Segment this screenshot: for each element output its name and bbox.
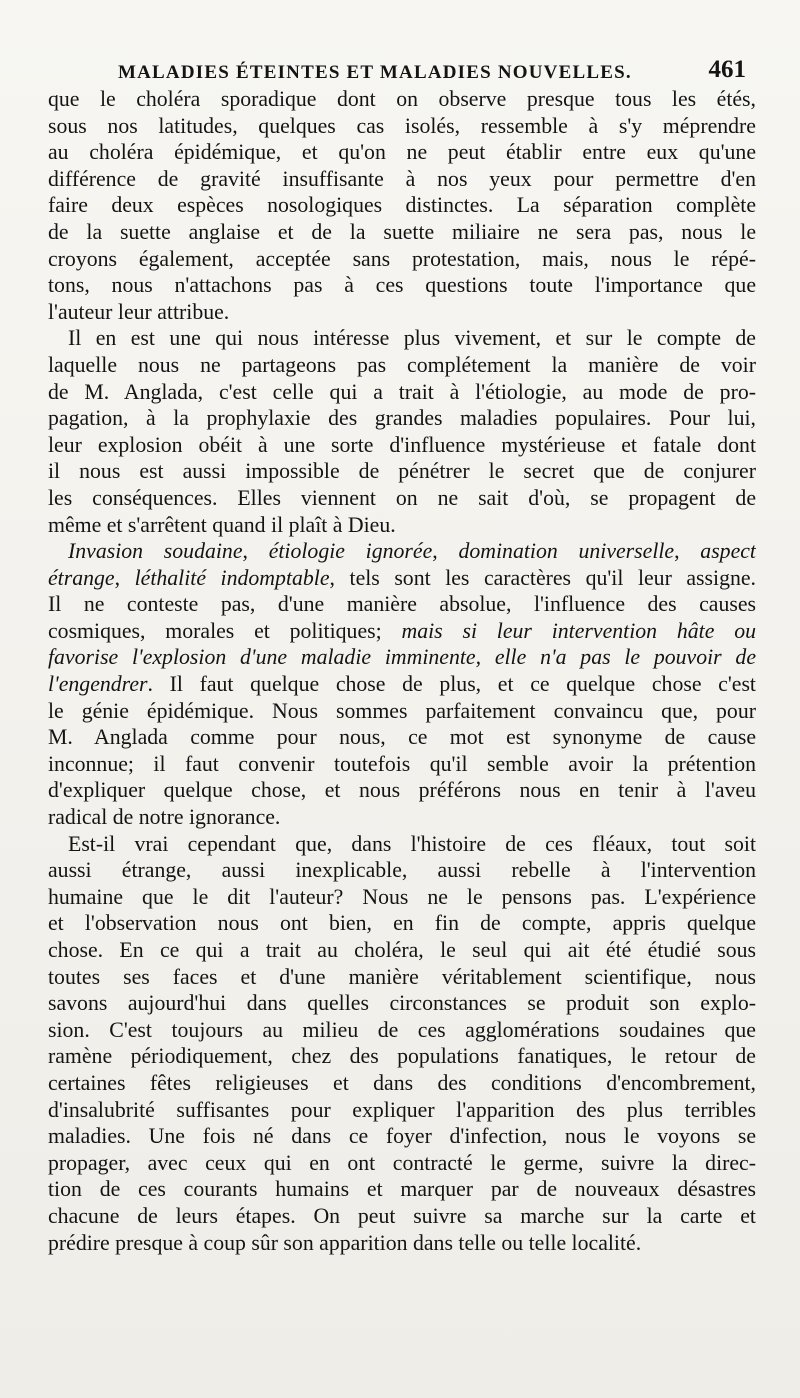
text-line: d'insalubrité suffisantes pour expliquer l'apparition des plus terribles	[48, 1097, 756, 1122]
text-line: toutes ses faces et d'une manière véritablement scientifique, nous	[48, 964, 756, 989]
text-line: de la suette anglaise et de la suette miliaire ne sera pas, nous le	[48, 219, 756, 244]
text-line: savons aujourd'hui dans quelles circonstances se produit son explo-	[48, 991, 756, 1016]
text-line-mixed	[48, 565, 756, 592]
text-line: le génie épidémique. Nous sommes parfaitement convaincu que, pour	[48, 698, 756, 723]
text-line: au choléra épidémique, et qu'on ne peut établir entre eux qu'une	[48, 140, 756, 165]
text-line: Il ne conteste pas, d'une manière absolue, l'influence des causes	[48, 592, 756, 617]
text-line: d'expliquer quelque chose, et nous préférons nous en tenir à l'aveu	[48, 778, 756, 803]
text-fragment: ,	[242, 539, 269, 564]
text-line-mixed	[48, 538, 756, 565]
text-line: l'auteur leur attribue.	[48, 299, 230, 324]
text-line: maladies. Une fois né dans ce foyer d'infection, nous le voyons se	[48, 1124, 756, 1149]
page-number: 461	[708, 56, 746, 83]
italic-phrase: Invasion soudaine	[68, 539, 243, 564]
text-line: les conséquences. Elles viennent on ne sait d'où, se propagent de	[48, 485, 756, 510]
text-line: que le choléra sporadique dont on observe presque tous les étés,	[48, 87, 756, 111]
text-line: chose. En ce qui a trait au choléra, le seul qui ait été étudié sous	[48, 938, 756, 962]
running-head	[48, 40, 756, 84]
text-line: leur explosion obéit à une sorte d'influence mystérieuse et fatale dont	[48, 432, 756, 457]
text-line: il nous est aussi impossible de pénétrer le secret que de conjurer	[48, 459, 756, 484]
text-line: tons, nous n'attachons pas à ces questions toute l'importance que	[48, 273, 756, 298]
text-line: propager, avec ceux qui en ont contracté le germe, suivre la direc-	[48, 1150, 756, 1175]
text-line: ramène périodiquement, chez des populations fanatiques, le retour de	[48, 1044, 756, 1069]
text-line: et l'observation nous ont bien, en fin de compte, appris quelque	[48, 911, 756, 936]
text-line: Est-il vrai cependant que, dans l'histoire de ces fléaux, tout soit	[68, 831, 756, 856]
italic-phrase: étiologie ignorée	[268, 539, 433, 564]
italic-phrase: mais si leur intervention hâte ou	[401, 618, 756, 643]
text-line: croyons également, acceptée sans protestation, mais, nous le répé-	[48, 246, 756, 271]
text-line: humaine que le dit l'auteur? Nous ne le pensons pas. L'expérience	[48, 884, 756, 909]
text-line-mixed	[48, 671, 756, 698]
text-line: pagation, à la prophylaxie des grandes maladies populaires. Pour lui,	[48, 406, 756, 431]
text-line: M. Anglada comme pour nous, ce mot est synonyme de cause	[48, 725, 756, 750]
text-fragment: , tels sont les caractères qu'il leur assigne.	[329, 565, 756, 590]
text-line: Il en est une qui nous intéresse plus vivement, et sur le compte de	[68, 326, 756, 351]
text-fragment: . Il faut quelque chose de plus, et ce quelque chose c'est	[147, 672, 756, 697]
text-line: sous nos latitudes, quelques cas isolés, ressemble à s'y méprendre	[48, 113, 756, 138]
text-line: certaines fêtes religieuses et dans des conditions d'encombrement,	[48, 1070, 756, 1095]
running-title: MALADIES ÉTEINTES ET MALADIES NOUVELLES.	[118, 62, 632, 83]
text-line: radical de notre ignorance.	[48, 805, 281, 830]
text-line: même et s'arrêtent quand il plaît à Dieu.	[48, 512, 396, 537]
text-line: tion de ces courants humains et marquer par de nouveaux désastres	[48, 1177, 756, 1202]
italic-phrase: léthalité indomptable	[134, 565, 330, 590]
text-line: faire deux espèces nosologiques distinctes. La séparation complète	[48, 193, 756, 218]
italic-phrase: aspect	[700, 539, 756, 564]
italic-phrase: étrange	[48, 565, 115, 590]
text-line: sion. C'est toujours au milieu de ces agglomérations soudaines que	[48, 1017, 756, 1042]
italic-phrase: favorise l'explosion d'une maladie imminente, elle n'a pas le pouvoir de	[48, 645, 756, 670]
text-line: chacune de leurs étapes. On peut suivre sa marche sur la carte et	[48, 1203, 756, 1228]
body-text	[48, 86, 756, 1256]
text-line: différence de gravité insuffisante à nos yeux pour permettre d'en	[48, 166, 756, 191]
text-line: inconnue; il faut convenir toutefois qu'il semble avoir la prétention	[48, 751, 756, 776]
text-fragment: ,	[114, 565, 135, 590]
text-line: aussi étrange, aussi inexplicable, aussi rebelle à l'intervention	[48, 858, 756, 883]
text-line: de M. Anglada, c'est celle qui a trait à l'étiologie, au mode de pro-	[48, 379, 756, 404]
italic-phrase: domination universelle	[458, 539, 675, 564]
text-line-mixed	[48, 644, 756, 671]
text-line: prédire presque à coup sûr son apparition dans telle ou telle localité.	[48, 1230, 642, 1255]
text-fragment: ,	[674, 539, 701, 564]
text-line-mixed	[48, 618, 756, 645]
text-fragment: ,	[432, 539, 459, 564]
italic-phrase: l'engendrer	[48, 672, 148, 697]
text-line: laquelle nous ne partageons pas complétement la manière de voir	[48, 352, 756, 377]
text-fragment: cosmiques, morales et politiques;	[48, 618, 402, 643]
